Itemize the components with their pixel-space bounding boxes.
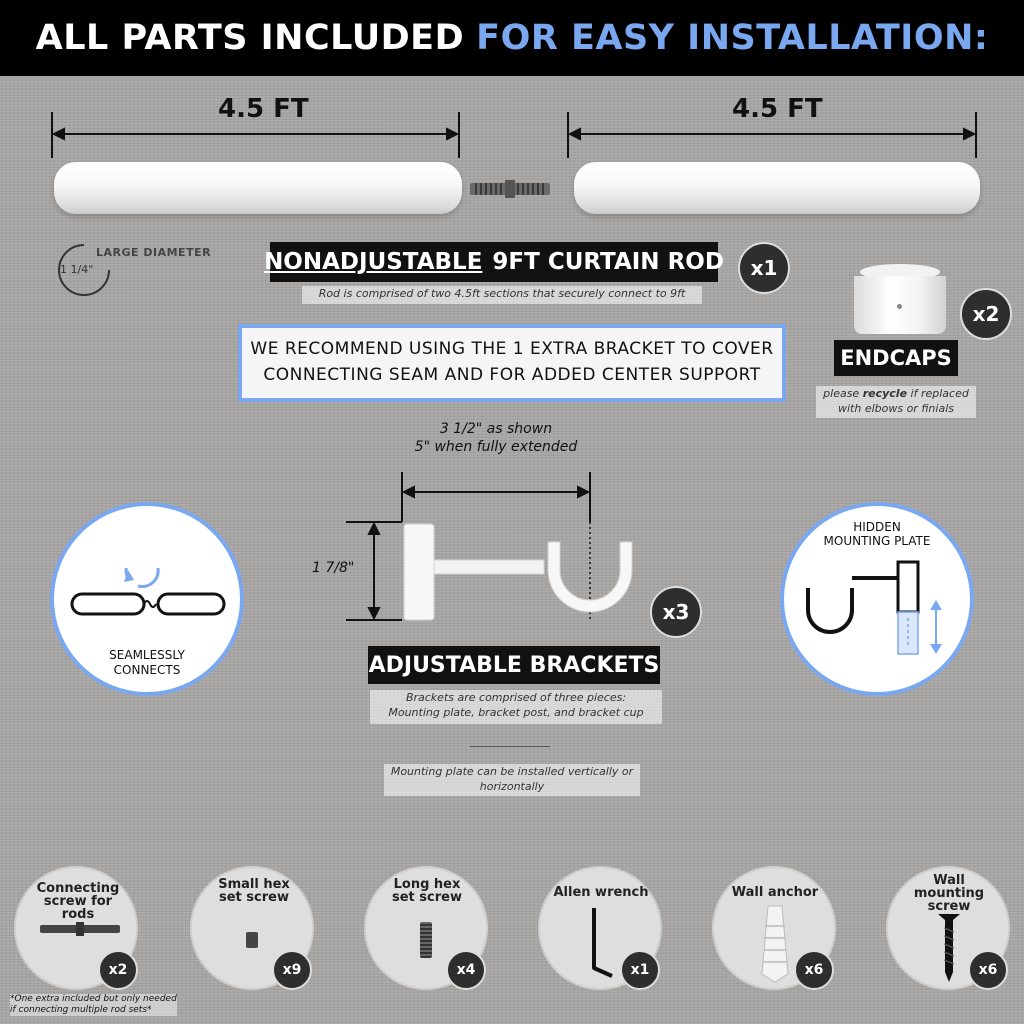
connected-rods-icon	[68, 568, 228, 628]
wall-screw-icon	[936, 912, 962, 984]
part-title: Wall mounting screw	[913, 873, 985, 914]
part-title: Wall anchor	[731, 885, 819, 900]
endcaps-label: ENDCAPS	[834, 340, 958, 376]
brackets-note	[370, 690, 662, 724]
connecting-screw-icon	[40, 922, 120, 936]
bracket-width-line-2: 5" when fully extended	[414, 439, 578, 455]
rod-note: Rod is comprised of two 4.5ft sections that securely connect to 9ft	[302, 286, 702, 304]
endcaps-note-after: if replaced with elbows or finials	[837, 387, 969, 415]
right-rod-length: 4.5 FT	[732, 94, 823, 124]
part-title: Long hex set screw	[392, 877, 462, 905]
diameter-label: LARGE DIAMETER	[96, 246, 212, 259]
seamless-connect-circle	[50, 502, 244, 696]
bracket-width-line-1: 3 1/2" as shown	[439, 421, 553, 437]
endcap-image	[854, 264, 946, 334]
rod-count-badge: x1	[738, 242, 790, 294]
bracket-image	[400, 520, 640, 630]
bracket-outline-icon	[802, 558, 962, 668]
diameter-value: 1 1/4"	[60, 263, 94, 276]
endcaps-note-before: please	[823, 387, 863, 400]
recommendation-line-2: CONNECTING SEAM AND FOR ADDED CENTER SUPPORT	[263, 365, 761, 385]
connecting-screw-icon	[468, 178, 552, 200]
endcap-count-badge: x2	[960, 288, 1012, 340]
brackets-label: ADJUSTABLE BRACKETS	[368, 646, 660, 684]
left-rod-section	[54, 162, 462, 214]
recommendation-line-1: WE RECOMMEND USING THE 1 EXTRA BRACKET TO COVER	[250, 339, 774, 359]
part-count-badge: x6	[794, 950, 834, 990]
part-title: Allen wrench	[553, 885, 649, 900]
seamless-connect-line-1: SEAMLESSLY	[109, 648, 185, 662]
endcaps-note-bold: recycle	[862, 387, 908, 400]
mounting-plate-note-line-1: Mounting plate can be installed vertically or	[390, 765, 634, 778]
rod-label	[264, 242, 724, 282]
long-hex-screw-icon	[420, 922, 432, 958]
rod-label-rest: 9FT CURTAIN ROD	[492, 249, 724, 275]
part-title: Small hex set screw	[218, 877, 290, 905]
footnote	[10, 994, 177, 1016]
mounting-plate-note	[384, 764, 640, 796]
footnote-line-1: *One extra included but only needed	[10, 994, 177, 1004]
divider	[470, 746, 550, 747]
seamless-connect-line-2: CONNECTS	[113, 663, 181, 677]
banner-title-blue: FOR EASY INSTALLATION:	[476, 18, 989, 58]
part-count-badge: x4	[446, 950, 486, 990]
rod-label-underlined: NONADJUSTABLE	[264, 249, 483, 275]
bracket-width-dimension	[396, 420, 596, 456]
hidden-mounting-plate-line-1: HIDDEN	[853, 520, 901, 534]
part-count-badge: x6	[968, 950, 1008, 990]
brackets-note-line-2: Mounting plate, bracket post, and bracket cup	[388, 706, 644, 719]
part-count-badge: x2	[98, 950, 138, 990]
banner-title-white: ALL PARTS INCLUDED	[35, 18, 465, 58]
footnote-line-2: if connecting multiple rod sets*	[10, 1005, 152, 1015]
hidden-mounting-plate-line-2: MOUNTING PLATE	[823, 534, 931, 548]
recommendation-box	[238, 324, 786, 402]
left-rod-length: 4.5 FT	[218, 94, 309, 124]
mounting-plate-note-line-2: horizontally	[479, 780, 545, 793]
part-count-badge: x9	[272, 950, 312, 990]
part-count-badge: x1	[620, 950, 660, 990]
small-hex-screw-icon	[246, 932, 258, 948]
part-title: Connecting screw for rods	[36, 881, 120, 922]
header-banner	[0, 0, 1024, 76]
hidden-mounting-plate-circle	[780, 502, 974, 696]
bracket-height-dimension: 1 7/8"	[312, 560, 355, 576]
hidden-mounting-plate-text	[784, 520, 970, 548]
seamless-connect-text	[54, 648, 240, 678]
wall-anchor-icon	[758, 904, 792, 984]
bracket-count-badge: x3	[650, 586, 702, 638]
right-rod-section	[574, 162, 980, 214]
brackets-note-line-1: Brackets are comprised of three pieces:	[405, 691, 627, 704]
rod-dimension-lines	[40, 108, 990, 164]
endcaps-note	[816, 386, 976, 418]
allen-wrench-icon	[588, 906, 618, 980]
